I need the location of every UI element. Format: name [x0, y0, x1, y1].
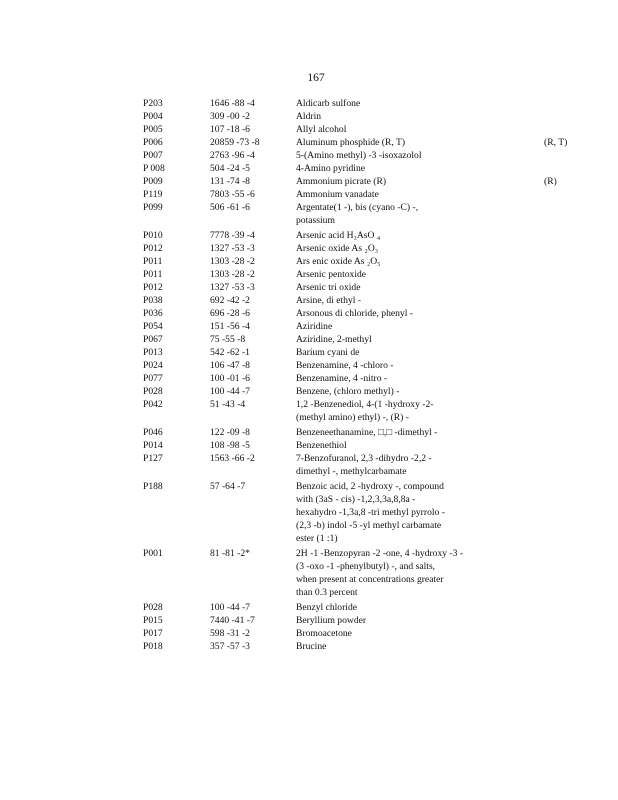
- hazard-code-text: [496, 98, 544, 109]
- cas-number: 1303 -28 -2: [210, 269, 255, 280]
- hazard-code: [496, 201, 603, 229]
- substance-name: [296, 480, 496, 547]
- cas-number: 106 -47 -8: [210, 360, 250, 371]
- waste-code: P010: [143, 230, 163, 241]
- hazard-code: [496, 480, 603, 547]
- substance-name: [296, 320, 496, 333]
- cas-number: 1646 -88 -4: [210, 98, 255, 109]
- hazard-code-text: [496, 189, 544, 200]
- cas-number: 7778 -39 -4: [210, 230, 255, 241]
- hazard-code: [496, 136, 603, 149]
- table-row: [143, 162, 603, 175]
- hazard-code: [496, 452, 603, 480]
- substance-name: [296, 372, 496, 385]
- hazard-code-text: [496, 124, 544, 135]
- substance-name-line: Arsenic tri oxide: [296, 282, 361, 293]
- substance-name-line: hexahydro -1,3a,8 -tri methyl pyrrolo -: [296, 507, 445, 518]
- hazard-code: [496, 268, 603, 281]
- substance-name: [296, 346, 496, 359]
- waste-code: P007: [143, 150, 163, 161]
- substance-name: [296, 281, 496, 294]
- substance-name-line: Bromoacetone: [296, 628, 352, 639]
- waste-code: P038: [143, 295, 163, 306]
- substance-name-line: Ars enic oxide As ₂O₅: [296, 256, 381, 267]
- substance-name: [296, 601, 496, 614]
- waste-code: P011: [143, 269, 163, 280]
- hazard-code-text: [496, 360, 544, 371]
- substance-name-line: dimethyl -, methylcarbamate: [296, 466, 407, 477]
- substance-name: [296, 110, 496, 123]
- substance-name-line: 4-Amino pyridine: [296, 163, 366, 174]
- substance-name-line: with (3aS - cis) -1,2,3,3a,8,8a -: [296, 494, 416, 505]
- substance-name-line: Aziridine, 2-methyl: [296, 334, 372, 345]
- cas-number: 1563 -66 -2: [210, 453, 255, 464]
- waste-code: P036: [143, 308, 163, 319]
- waste-code: P028: [143, 602, 163, 613]
- waste-code: P077: [143, 373, 163, 384]
- table-row: [143, 294, 603, 307]
- hazard-code: [496, 162, 603, 175]
- cas-number: 504 -24 -5: [210, 163, 250, 174]
- substance-name-line: when present at concentrations greater: [296, 574, 444, 585]
- table-row: [143, 281, 603, 294]
- hazard-code: [496, 398, 603, 426]
- hazard-code-text: [496, 308, 544, 319]
- table-row: [143, 601, 603, 614]
- substance-name: [296, 242, 496, 255]
- substance-name-line: Arsenic acid H₃AsO ₄: [296, 230, 381, 241]
- hazard-code: [496, 123, 603, 136]
- cas-number: 1303 -28 -2: [210, 256, 255, 267]
- substance-name-line: Benzenethiol: [296, 440, 347, 451]
- cas-number: 100 -44 -7: [210, 386, 250, 397]
- substance-name-line: Argentate(1 -), bis (cyano -C) -,: [296, 202, 419, 213]
- substance-name-line: Benzene, (chloro methyl) -: [296, 386, 400, 397]
- table-row: [143, 398, 603, 426]
- table-row: [143, 640, 603, 653]
- substance-name: [296, 385, 496, 398]
- substance-name-line: Aluminum phosphide (R, T): [296, 137, 406, 148]
- hazard-code-text: [496, 202, 544, 213]
- substance-name-line: Ammonium picrate (R): [296, 176, 387, 187]
- hazard-code-text: [496, 440, 544, 451]
- substance-name-line: Ammonium vanadate: [296, 189, 379, 200]
- hazard-code-text: [496, 111, 544, 122]
- hazard-code: [496, 426, 603, 439]
- table-row: [143, 149, 603, 162]
- hazard-code-text: [496, 334, 544, 345]
- waste-code: P024: [143, 360, 163, 371]
- table-row: [143, 359, 603, 372]
- substance-name: [296, 149, 496, 162]
- hazard-code: [496, 614, 603, 627]
- waste-code: P054: [143, 321, 163, 332]
- waste-code: P099: [143, 202, 163, 213]
- table-row: [143, 242, 603, 255]
- table-row: [143, 372, 603, 385]
- substance-name: [296, 188, 496, 201]
- hazard-code: [496, 294, 603, 307]
- table-row: [143, 452, 603, 480]
- waste-code: P 008: [143, 163, 165, 174]
- substance-name: [296, 307, 496, 320]
- table-row: [143, 426, 603, 439]
- waste-code: P046: [143, 427, 163, 438]
- hazard-code-text: [496, 150, 544, 161]
- table-row: [143, 268, 603, 281]
- waste-code: P119: [143, 189, 163, 200]
- substance-name-line: (methyl amino) ethyl) -, (R) -: [296, 412, 409, 423]
- cas-number: 692 -42 -2: [210, 295, 250, 306]
- hazard-code-text: [496, 373, 544, 384]
- hazard-code: [496, 175, 603, 188]
- substance-name: [296, 268, 496, 281]
- cas-number: 20859 -73 -8: [210, 137, 260, 148]
- table-row: [143, 385, 603, 398]
- cas-number: 151 -56 -4: [210, 321, 250, 332]
- substance-name-line: Benzeneethanamine, □,□ -dimethyl -: [296, 427, 438, 438]
- substance-name-line: 2H -1 -Benzopyran -2 -one, 4 -hydroxy -3 -: [296, 548, 464, 559]
- cas-number: 131 -74 -8: [210, 176, 250, 187]
- hazard-code: [496, 385, 603, 398]
- table-row: [143, 188, 603, 201]
- cas-number: 100 -44 -7: [210, 602, 250, 613]
- substance-name-line: Benzyl chloride: [296, 602, 358, 613]
- substance-name: [296, 136, 496, 149]
- hazard-code: [496, 439, 603, 452]
- substance-name: [296, 398, 496, 426]
- hazard-code-text: [496, 321, 544, 332]
- hazard-code: [496, 346, 603, 359]
- table-row: [143, 97, 603, 110]
- substance-name-line: 7-Benzofuranol, 2,3 -dihydro -2,2 -: [296, 453, 432, 464]
- table-row: [143, 346, 603, 359]
- hazard-code: [496, 372, 603, 385]
- hazard-code-text: [496, 602, 544, 613]
- table-row: [143, 175, 603, 188]
- substance-name-line: Arsine, di ethyl -: [296, 295, 362, 306]
- table-row: [143, 123, 603, 136]
- hazard-code-text: [496, 548, 544, 559]
- substance-name-line: Benzenamine, 4 -nitro -: [296, 373, 388, 384]
- substance-name-line: Arsenic oxide As ₂O₃: [296, 243, 379, 254]
- substance-name: [296, 255, 496, 268]
- hazard-code: [496, 601, 603, 614]
- substance-name-line: Arsonous di chloride, phenyl -: [296, 308, 413, 319]
- substance-name: [296, 547, 496, 601]
- cas-number: 7803 -55 -6: [210, 189, 255, 200]
- table-row: [143, 136, 603, 149]
- substance-name-line: ester (1 :1): [296, 533, 338, 544]
- table-row: [143, 439, 603, 452]
- substance-name: [296, 627, 496, 640]
- cas-number: 2763 -96 -4: [210, 150, 255, 161]
- hazard-code: [496, 110, 603, 123]
- table-row: [143, 320, 603, 333]
- cas-number: 1327 -53 -3: [210, 282, 255, 293]
- waste-code: P012: [143, 243, 163, 254]
- hazard-code: [496, 547, 603, 601]
- table-row: [143, 255, 603, 268]
- substance-name-line: Allyl alcohol: [296, 124, 347, 135]
- table-row: [143, 480, 603, 547]
- table-row: [143, 333, 603, 346]
- hazard-code: [496, 307, 603, 320]
- hazard-code: [496, 149, 603, 162]
- waste-code: P014: [143, 440, 163, 451]
- hazard-code: [496, 188, 603, 201]
- waste-code: P203: [143, 98, 163, 109]
- hazard-code-text: [496, 399, 544, 410]
- hazard-code-text: (R): [544, 176, 557, 187]
- cas-number: 107 -18 -6: [210, 124, 250, 135]
- cas-number: 309 -00 -2: [210, 111, 250, 122]
- waste-code: P015: [143, 615, 163, 626]
- waste-code: P127: [143, 453, 163, 464]
- hazard-code-text: [496, 282, 544, 293]
- cas-number: 357 -57 -3: [210, 641, 250, 652]
- hazard-code: [496, 281, 603, 294]
- substance-name-line: Aldicarb sulfone: [296, 98, 361, 109]
- table-row: [143, 307, 603, 320]
- cas-number: 506 -61 -6: [210, 202, 250, 213]
- substance-name-line: Benzenamine, 4 -chloro -: [296, 360, 394, 371]
- substance-name-line: 5-(Amino methyl) -3 -isoxazolol: [296, 150, 422, 161]
- substance-name: [296, 201, 496, 229]
- hazard-code: [496, 229, 603, 242]
- substance-name-line: (2,3 -b) indol -5 -yl methyl carbamate: [296, 520, 442, 531]
- hazardous-waste-table: [143, 97, 603, 653]
- substance-name: [296, 123, 496, 136]
- substance-name: [296, 452, 496, 480]
- cas-number: 598 -31 -2: [210, 628, 250, 639]
- waste-code: P011: [143, 256, 163, 267]
- substance-name: [296, 97, 496, 110]
- cas-number: 81 -81 -2*: [210, 548, 250, 559]
- cas-number: 75 -55 -8: [210, 334, 246, 345]
- substance-name-line: potassium: [296, 215, 335, 226]
- substance-name-line: Barium cyani de: [296, 347, 360, 358]
- hazard-code: [496, 242, 603, 255]
- table-row: [143, 547, 603, 601]
- substance-name-line: Arsenic pentoxide: [296, 269, 367, 280]
- substance-name: [296, 175, 496, 188]
- cas-number: 1327 -53 -3: [210, 243, 255, 254]
- hazard-code: [496, 640, 603, 653]
- cas-number: 108 -98 -5: [210, 440, 250, 451]
- substance-name: [296, 426, 496, 439]
- hazard-code-text: [496, 427, 544, 438]
- cas-number: 100 -01 -6: [210, 373, 250, 384]
- hazard-code-text: [496, 641, 544, 652]
- hazard-code: [496, 97, 603, 110]
- hazard-code-text: [496, 615, 544, 626]
- cas-number: 57 -64 -7: [210, 481, 246, 492]
- substance-name-line: Aldrin: [296, 111, 322, 122]
- waste-code: P188: [143, 481, 163, 492]
- hazard-code-text: [496, 628, 544, 639]
- substance-name-line: Beryllium powder: [296, 615, 367, 626]
- cas-number: 51 -43 -4: [210, 399, 246, 410]
- substance-name-line: Aziridine: [296, 321, 333, 332]
- hazard-code-text: [496, 256, 544, 267]
- table-row: [143, 627, 603, 640]
- hazard-code-text: [496, 163, 544, 174]
- hazard-code-text: [496, 269, 544, 280]
- substance-name-line: Brucine: [296, 641, 327, 652]
- hazard-code-text: [496, 230, 544, 241]
- table-body: [143, 97, 603, 653]
- substance-name: [296, 294, 496, 307]
- substance-name: [296, 614, 496, 627]
- table-row: [143, 229, 603, 242]
- waste-code: P001: [143, 548, 163, 559]
- substance-name: [296, 640, 496, 653]
- hazard-code: [496, 255, 603, 268]
- waste-code: P018: [143, 641, 163, 652]
- page-number: 167: [307, 72, 325, 84]
- substance-name: [296, 359, 496, 372]
- waste-code: P017: [143, 628, 163, 639]
- substance-name: [296, 333, 496, 346]
- table-row: [143, 201, 603, 229]
- cas-number: 696 -28 -6: [210, 308, 250, 319]
- waste-code: P004: [143, 111, 163, 122]
- waste-code: P005: [143, 124, 163, 135]
- waste-code: P013: [143, 347, 163, 358]
- hazard-code-text: [496, 386, 544, 397]
- substance-name: [296, 162, 496, 175]
- hazard-code: [496, 320, 603, 333]
- hazard-code: [496, 359, 603, 372]
- waste-code: P067: [143, 334, 163, 345]
- waste-code: P028: [143, 386, 163, 397]
- hazard-code-text: (R, T): [544, 137, 568, 148]
- waste-code: P012: [143, 282, 163, 293]
- waste-code: P006: [143, 137, 163, 148]
- substance-name-line: 1,2 -Benzenediol, 4-(1 -hydroxy -2-: [296, 399, 434, 410]
- substance-name-line: than 0.3 percent: [296, 587, 358, 598]
- cas-number: 542 -62 -1: [210, 347, 250, 358]
- substance-name: [296, 439, 496, 452]
- table-row: [143, 110, 603, 123]
- cas-number: 122 -09 -8: [210, 427, 250, 438]
- hazard-code-text: [496, 243, 544, 254]
- hazard-code-text: [496, 347, 544, 358]
- hazard-code-text: [496, 295, 544, 306]
- substance-name: [296, 229, 496, 242]
- table-row: [143, 614, 603, 627]
- waste-code: P009: [143, 176, 163, 187]
- hazard-code-text: [496, 481, 544, 492]
- substance-name-line: (3 -oxo -1 -phenylbutyl) -, and salts,: [296, 561, 436, 572]
- hazard-code-text: [496, 453, 544, 464]
- cas-number: 7440 -41 -7: [210, 615, 255, 626]
- hazard-code: [496, 333, 603, 346]
- hazard-code: [496, 627, 603, 640]
- substance-name-line: Benzoic acid, 2 -hydroxy -, compound: [296, 481, 444, 492]
- waste-code: P042: [143, 399, 163, 410]
